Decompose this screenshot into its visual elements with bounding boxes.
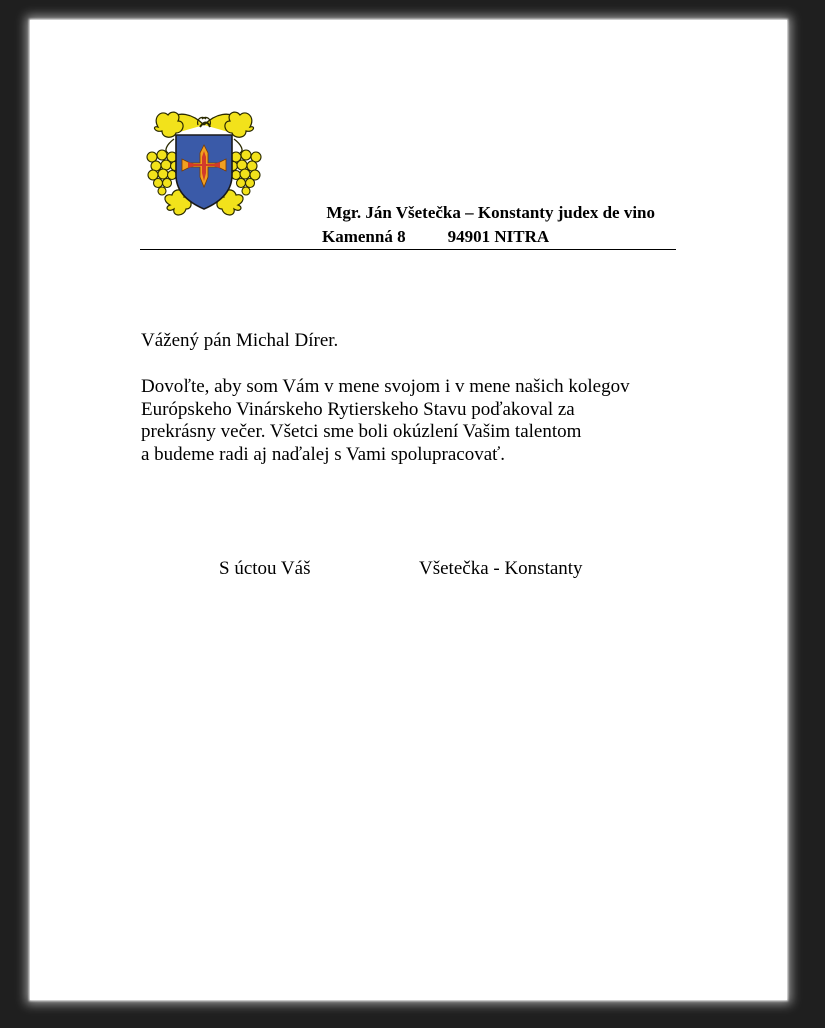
letter-signature: Všetečka - Konstanty — [419, 558, 583, 579]
letter-closing: S úctou Váš — [219, 558, 311, 579]
letter-salutation: Vážený pán Michal Dírer. — [141, 330, 339, 351]
letterhead-street: Kamenná 8 — [322, 227, 406, 246]
letter-body-line: a budeme radi aj naďalej s Vami spolupracovať. — [141, 443, 506, 465]
letterhead-name: Mgr. Ján Všetečka – Konstanty judex de vino — [326, 203, 655, 222]
letter-body-line: Európskeho Vinárskeho Rytierskeho Stavu poďakoval za — [141, 398, 575, 420]
document-page — [30, 20, 787, 1000]
letter-body — [141, 376, 630, 466]
letter-body-line: prekrásny večer. Všetci sme boli okúzlení Vašim talentom — [141, 421, 582, 442]
letterhead-address — [322, 227, 549, 247]
letterhead-city: 94901 NITRA — [447, 227, 550, 246]
letter-body-line: Dovoľte, aby som Vám v mene svojom i v mene našich kolegov — [141, 376, 630, 397]
letterhead-divider — [140, 249, 676, 250]
